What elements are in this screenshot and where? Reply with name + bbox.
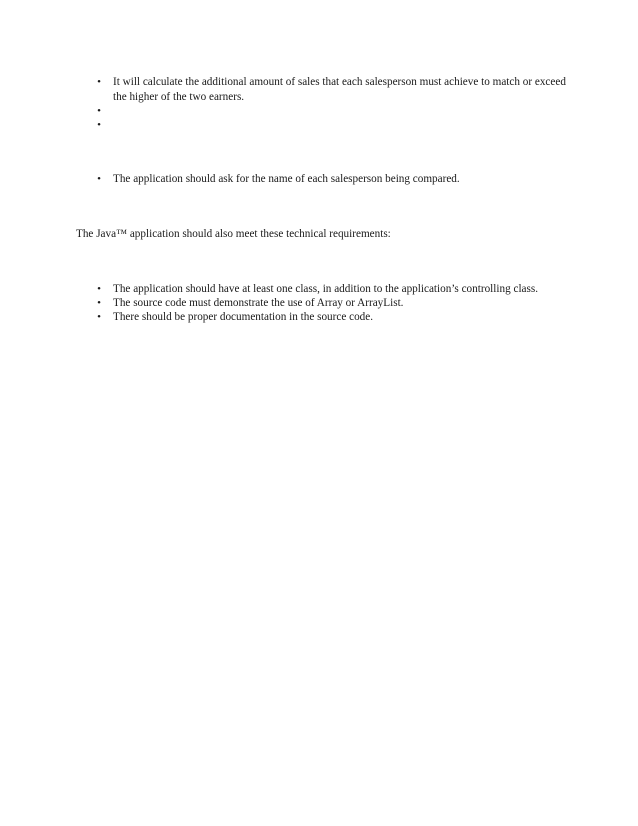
list-item-text: The application should ask for the name of each salesperson being compared. [113, 173, 460, 185]
bullet-icon: • [97, 283, 101, 295]
bullet-icon: • [97, 173, 101, 185]
bullet-icon: • [97, 311, 101, 323]
bullet-icon: • [97, 119, 101, 131]
requirements-intro: The Java™ application should also meet these technical requirements: [76, 228, 391, 240]
bullet-icon: • [97, 76, 101, 88]
list-item-text: The source code must demonstrate the use of Array or ArrayList. [113, 297, 404, 309]
list-item-text: There should be proper documentation in the source code. [113, 311, 374, 323]
bullet-icon: • [97, 105, 101, 117]
bullet-icon: • [97, 297, 101, 309]
list-item-text: It will calculate the additional amount of sales that each salesperson must achieve to match or exceed the higher of the two earners. [113, 76, 566, 103]
list-item-text: The application should have at least one class, in addition to the application’s controlling class. [113, 283, 539, 295]
